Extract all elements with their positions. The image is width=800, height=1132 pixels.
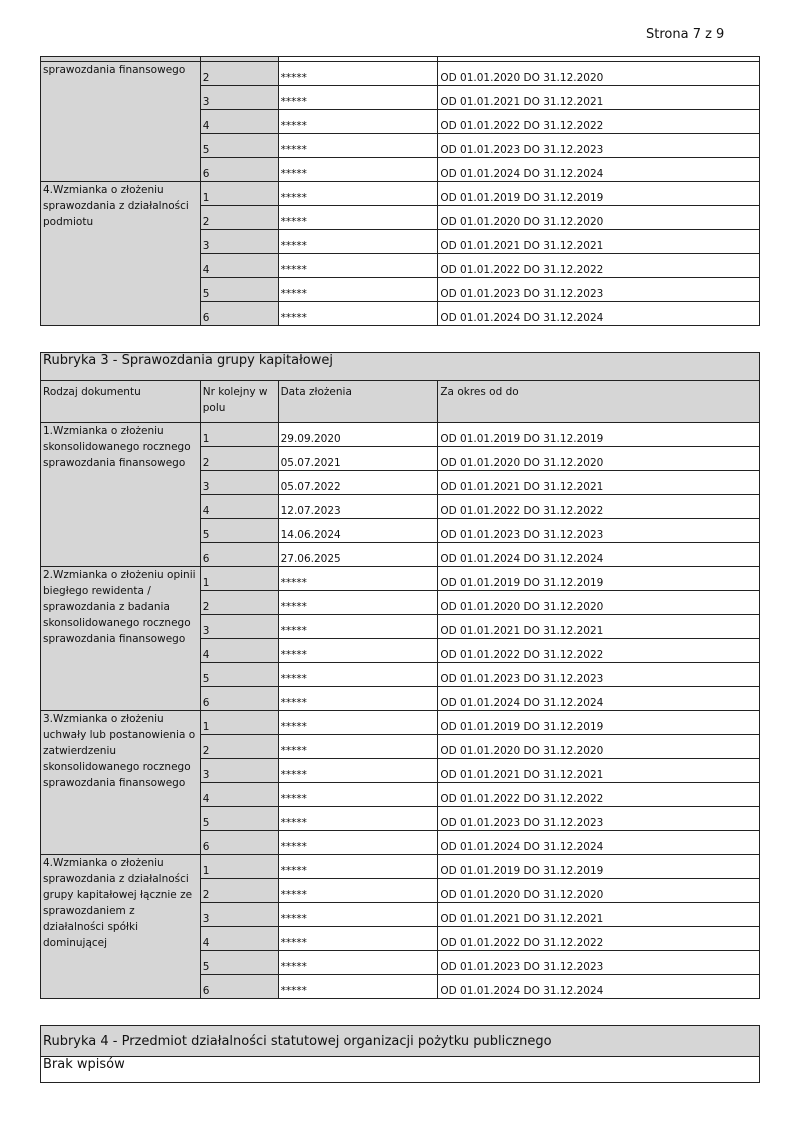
row-number: 5: [202, 144, 210, 156]
period-range: OD 01.01.2021 DO 31.12.2021: [440, 769, 604, 781]
period-range-cell: [438, 783, 760, 807]
period-range-cell: [438, 134, 760, 158]
row-number: 2: [202, 745, 210, 757]
filing-date: *****: [280, 144, 307, 156]
row-number-cell: [200, 831, 278, 855]
period-range-cell: [438, 711, 760, 735]
row-number: 1: [202, 433, 210, 445]
row-number: 4: [202, 120, 210, 132]
period-range: OD 01.01.2020 DO 31.12.2020: [440, 601, 604, 613]
row-number-cell: [200, 711, 278, 735]
row-number-cell: [200, 182, 278, 206]
row-number: 2: [202, 457, 210, 469]
row-number: 2: [202, 889, 210, 901]
row-number: 4: [202, 505, 210, 517]
row-number-cell: [200, 206, 278, 230]
filing-date-cell: [278, 975, 438, 999]
row-number-cell: [200, 86, 278, 110]
row-number: 6: [202, 553, 210, 565]
header-nr-kolejny: Nr kolejny w polu: [200, 381, 278, 423]
header-data-zlozenia: Data złożenia: [278, 381, 438, 423]
period-range: OD 01.01.2024 DO 31.12.2024: [440, 841, 604, 853]
row-number: 3: [202, 913, 210, 925]
period-range: OD 01.01.2020 DO 31.12.2020: [440, 457, 604, 469]
filing-date: 12.07.2023: [280, 505, 341, 517]
row-number: 1: [202, 721, 210, 733]
row-number-cell: [200, 519, 278, 543]
row-number: 3: [202, 769, 210, 781]
row-number-cell: [200, 591, 278, 615]
filing-date-cell: [278, 86, 438, 110]
period-range: OD 01.01.2022 DO 31.12.2022: [440, 937, 604, 949]
period-range-cell: [438, 278, 760, 302]
filing-date-cell: [278, 759, 438, 783]
filing-date: *****: [280, 793, 307, 805]
filing-date: *****: [280, 312, 307, 324]
period-range: OD 01.01.2019 DO 31.12.2019: [440, 192, 604, 204]
row-number: 1: [202, 192, 210, 204]
table-row: [41, 62, 760, 86]
filing-date-cell: [278, 807, 438, 831]
period-range: OD 01.01.2024 DO 31.12.2024: [440, 168, 604, 180]
filing-date-cell: [278, 158, 438, 182]
filing-date: *****: [280, 673, 307, 685]
period-range: OD 01.01.2024 DO 31.12.2024: [440, 985, 604, 997]
row-number: 5: [202, 961, 210, 973]
filing-date-cell: [278, 543, 438, 567]
row-number-cell: [200, 903, 278, 927]
rubryka4-empty-text: Brak wpisów: [41, 1057, 760, 1083]
period-range: OD 01.01.2023 DO 31.12.2023: [440, 961, 604, 973]
row-number-cell: [200, 855, 278, 879]
period-range-cell: [438, 687, 760, 711]
row-number: 1: [202, 577, 210, 589]
row-number-cell: [200, 807, 278, 831]
period-range: OD 01.01.2019 DO 31.12.2019: [440, 721, 604, 733]
row-number: 4: [202, 649, 210, 661]
table-row: [41, 182, 760, 206]
period-range-cell: [438, 927, 760, 951]
filing-date: 29.09.2020: [280, 433, 341, 445]
filing-date: *****: [280, 985, 307, 997]
filing-date: *****: [280, 168, 307, 180]
period-range: OD 01.01.2022 DO 31.12.2022: [440, 264, 604, 276]
period-range-cell: [438, 615, 760, 639]
row-number: 5: [202, 817, 210, 829]
row-number-cell: [200, 615, 278, 639]
table-row: [41, 423, 760, 447]
filing-date: *****: [280, 264, 307, 276]
row-number-cell: [200, 975, 278, 999]
filing-date-cell: [278, 831, 438, 855]
period-range-cell: [438, 62, 760, 86]
filing-date: *****: [280, 937, 307, 949]
filing-date-cell: [278, 423, 438, 447]
period-range: OD 01.01.2024 DO 31.12.2024: [440, 697, 604, 709]
period-range-cell: [438, 591, 760, 615]
filing-date-cell: [278, 687, 438, 711]
period-range: OD 01.01.2020 DO 31.12.2020: [440, 216, 604, 228]
row-number-cell: [200, 759, 278, 783]
period-range-cell: [438, 903, 760, 927]
period-range-cell: [438, 110, 760, 134]
continuation-table: [40, 56, 760, 326]
filing-date-cell: [278, 254, 438, 278]
row-number: 5: [202, 673, 210, 685]
filing-date-cell: [278, 182, 438, 206]
filing-date-cell: [278, 927, 438, 951]
period-range: OD 01.01.2021 DO 31.12.2021: [440, 625, 604, 637]
filing-date: *****: [280, 192, 307, 204]
filing-date: *****: [280, 649, 307, 661]
row-number: 5: [202, 529, 210, 541]
filing-date: 27.06.2025: [280, 553, 341, 565]
row-number: 2: [202, 72, 210, 84]
table-row: [41, 855, 760, 879]
filing-date: *****: [280, 216, 307, 228]
filing-date-cell: [278, 110, 438, 134]
period-range-cell: [438, 302, 760, 326]
filing-date: *****: [280, 288, 307, 300]
row-number-cell: [200, 927, 278, 951]
row-number: 3: [202, 481, 210, 493]
filing-date: *****: [280, 625, 307, 637]
filing-date-cell: [278, 855, 438, 879]
row-number-cell: [200, 543, 278, 567]
period-range: OD 01.01.2022 DO 31.12.2022: [440, 505, 604, 517]
filing-date-cell: [278, 134, 438, 158]
period-range: OD 01.01.2022 DO 31.12.2022: [440, 649, 604, 661]
period-range: OD 01.01.2023 DO 31.12.2023: [440, 288, 604, 300]
period-range: OD 01.01.2023 DO 31.12.2023: [440, 673, 604, 685]
row-number: 6: [202, 841, 210, 853]
period-range: OD 01.01.2023 DO 31.12.2023: [440, 529, 604, 541]
row-number-cell: [200, 783, 278, 807]
period-range: OD 01.01.2021 DO 31.12.2021: [440, 913, 604, 925]
row-number-cell: [200, 278, 278, 302]
rubryka4-title: Rubryka 4 - Przedmiot działalności statutowej organizacji pożytku publicznego: [41, 1026, 760, 1057]
filing-date-cell: [278, 519, 438, 543]
row-number-cell: [200, 62, 278, 86]
filing-date: *****: [280, 889, 307, 901]
filing-date: *****: [280, 745, 307, 757]
period-range-cell: [438, 759, 760, 783]
row-number: 5: [202, 288, 210, 300]
period-range-cell: [438, 86, 760, 110]
row-number: 1: [202, 865, 210, 877]
row-number: 6: [202, 168, 210, 180]
filing-date: *****: [280, 72, 307, 84]
period-range: OD 01.01.2024 DO 31.12.2024: [440, 312, 604, 324]
row-number: 6: [202, 985, 210, 997]
row-number-cell: [200, 158, 278, 182]
header-rodzaj-dokumentu: Rodzaj dokumentu: [41, 381, 201, 423]
row-number-cell: [200, 639, 278, 663]
period-range-cell: [438, 831, 760, 855]
period-range-cell: [438, 206, 760, 230]
row-number: 2: [202, 216, 210, 228]
period-range-cell: [438, 519, 760, 543]
filing-date-cell: [278, 447, 438, 471]
filing-date: *****: [280, 721, 307, 733]
period-range-cell: [438, 639, 760, 663]
period-range-cell: [438, 879, 760, 903]
period-range: OD 01.01.2020 DO 31.12.2020: [440, 889, 604, 901]
period-range: OD 01.01.2023 DO 31.12.2023: [440, 817, 604, 829]
filing-date-cell: [278, 639, 438, 663]
period-range: OD 01.01.2021 DO 31.12.2021: [440, 481, 604, 493]
row-number-cell: [200, 447, 278, 471]
rubryka4-table: [40, 1025, 760, 1083]
filing-date: *****: [280, 120, 307, 132]
filing-date-cell: [278, 735, 438, 759]
row-number-cell: [200, 951, 278, 975]
period-range-cell: [438, 230, 760, 254]
period-range-cell: [438, 951, 760, 975]
period-range: OD 01.01.2022 DO 31.12.2022: [440, 120, 604, 132]
filing-date: *****: [280, 240, 307, 252]
filing-date: *****: [280, 865, 307, 877]
period-range: OD 01.01.2019 DO 31.12.2019: [440, 577, 604, 589]
filing-date-cell: [278, 62, 438, 86]
filing-date: 05.07.2022: [280, 481, 341, 493]
document-type-label: 4.Wzmianka o złożeniu sprawozdania z działalności grupy kapitałowej łącznie ze sprawozdaniem z działalności spółki dominującej: [41, 855, 201, 999]
filing-date: *****: [280, 817, 307, 829]
filing-date-cell: [278, 471, 438, 495]
filing-date-cell: [278, 615, 438, 639]
row-number-cell: [200, 663, 278, 687]
row-number: 4: [202, 793, 210, 805]
row-number: 2: [202, 601, 210, 613]
filing-date-cell: [278, 903, 438, 927]
row-number-cell: [200, 423, 278, 447]
filing-date-cell: [278, 206, 438, 230]
filing-date-cell: [278, 783, 438, 807]
period-range: OD 01.01.2019 DO 31.12.2019: [440, 865, 604, 877]
row-number-cell: [200, 687, 278, 711]
filing-date: *****: [280, 601, 307, 613]
period-range-cell: [438, 975, 760, 999]
period-range-cell: [438, 543, 760, 567]
filing-date-cell: [278, 230, 438, 254]
period-range-cell: [438, 158, 760, 182]
page-number: Strona 7 z 9: [646, 27, 725, 42]
filing-date-cell: [278, 302, 438, 326]
row-number-cell: [200, 879, 278, 903]
row-number: 6: [202, 697, 210, 709]
document-type-label: sprawozdania finansowego: [41, 62, 201, 182]
period-range: OD 01.01.2019 DO 31.12.2019: [440, 433, 604, 445]
filing-date-cell: [278, 591, 438, 615]
period-range-cell: [438, 447, 760, 471]
document-type-label: 1.Wzmianka o złożeniu skonsolidowanego rocznego sprawozdania finansowego: [41, 423, 201, 567]
period-range: OD 01.01.2020 DO 31.12.2020: [440, 745, 604, 757]
filing-date: *****: [280, 961, 307, 973]
filing-date: 14.06.2024: [280, 529, 341, 541]
document-type-label: 4.Wzmianka o złożeniu sprawozdania z działalności podmiotu: [41, 182, 201, 326]
table-row: [41, 567, 760, 591]
row-number-cell: [200, 735, 278, 759]
period-range-cell: [438, 254, 760, 278]
period-range-cell: [438, 663, 760, 687]
period-range-cell: [438, 567, 760, 591]
filing-date-cell: [278, 711, 438, 735]
row-number-cell: [200, 471, 278, 495]
row-number-cell: [200, 230, 278, 254]
row-number-cell: [200, 567, 278, 591]
period-range-cell: [438, 807, 760, 831]
filing-date-cell: [278, 495, 438, 519]
row-number: 3: [202, 96, 210, 108]
filing-date-cell: [278, 663, 438, 687]
period-range-cell: [438, 855, 760, 879]
row-number-cell: [200, 254, 278, 278]
period-range-cell: [438, 423, 760, 447]
filing-date-cell: [278, 951, 438, 975]
row-number-cell: [200, 495, 278, 519]
filing-date: *****: [280, 697, 307, 709]
row-number-cell: [200, 302, 278, 326]
filing-date: *****: [280, 96, 307, 108]
period-range: OD 01.01.2022 DO 31.12.2022: [440, 793, 604, 805]
row-number: 3: [202, 625, 210, 637]
header-za-okres: Za okres od do: [438, 381, 760, 423]
rubryka3-table: [40, 352, 760, 999]
row-number: 4: [202, 937, 210, 949]
row-number: 3: [202, 240, 210, 252]
rubryka3-title: Rubryka 3 - Sprawozdania grupy kapitałowej: [41, 353, 760, 381]
filing-date-cell: [278, 278, 438, 302]
row-number: 6: [202, 312, 210, 324]
period-range-cell: [438, 735, 760, 759]
document-type-label: 3.Wzmianka o złożeniu uchwały lub postanowienia o zatwierdzeniu skonsolidowanego rocznego sprawozdania finansowego: [41, 711, 201, 855]
filing-date: 05.07.2021: [280, 457, 341, 469]
period-range: OD 01.01.2023 DO 31.12.2023: [440, 144, 604, 156]
row-number: 4: [202, 264, 210, 276]
period-range: OD 01.01.2024 DO 31.12.2024: [440, 553, 604, 565]
period-range: OD 01.01.2021 DO 31.12.2021: [440, 240, 604, 252]
table-row: [41, 711, 760, 735]
row-number-cell: [200, 110, 278, 134]
filing-date: *****: [280, 769, 307, 781]
filing-date: *****: [280, 913, 307, 925]
filing-date: *****: [280, 841, 307, 853]
period-range: OD 01.01.2021 DO 31.12.2021: [440, 96, 604, 108]
document-type-label: 2.Wzmianka o złożeniu opinii biegłego rewidenta / sprawozdania z badania skonsolidowanego rocznego sprawozdania finansowego: [41, 567, 201, 711]
period-range-cell: [438, 471, 760, 495]
filing-date: *****: [280, 577, 307, 589]
period-range: OD 01.01.2020 DO 31.12.2020: [440, 72, 604, 84]
row-number-cell: [200, 134, 278, 158]
period-range-cell: [438, 495, 760, 519]
filing-date-cell: [278, 879, 438, 903]
period-range-cell: [438, 182, 760, 206]
filing-date-cell: [278, 567, 438, 591]
